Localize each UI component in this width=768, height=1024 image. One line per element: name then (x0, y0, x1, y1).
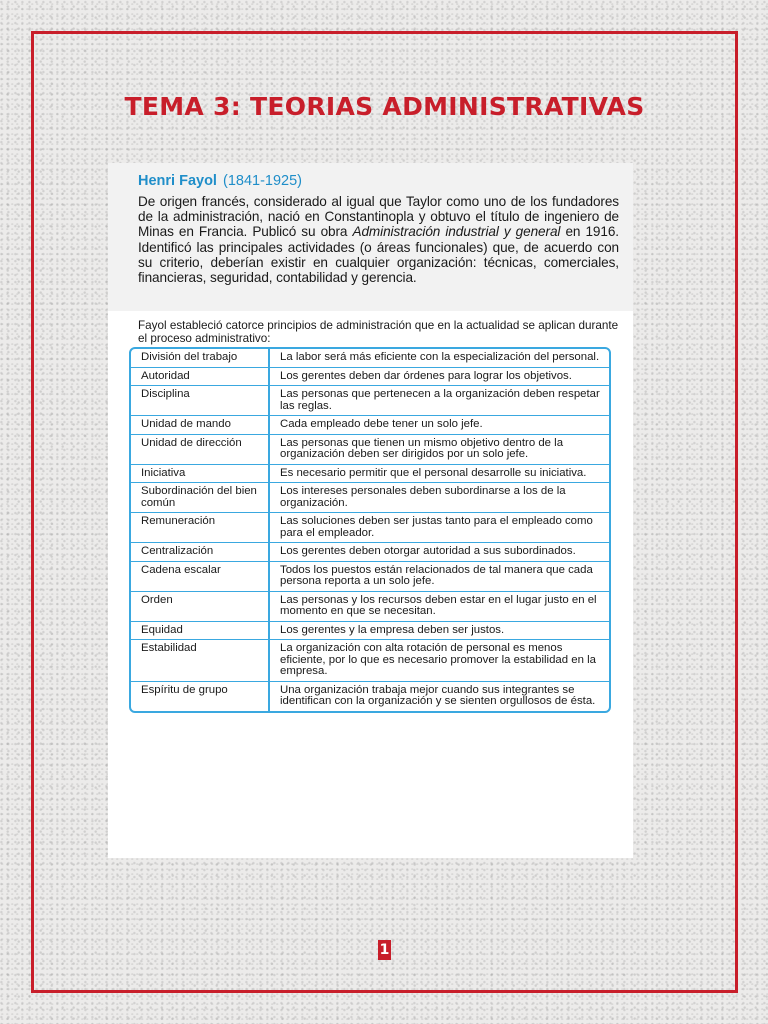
principle-description: Las personas que pertenecen a la organización deben respetar las reglas. (269, 386, 609, 416)
principle-term: Cadena escalar (131, 561, 269, 591)
principle-term: Unidad de dirección (131, 434, 269, 464)
table-row (131, 464, 609, 483)
principle-term: Espíritu de grupo (131, 681, 269, 711)
principles-table (131, 349, 609, 711)
principle-term: Unidad de mando (131, 416, 269, 435)
table-row (131, 543, 609, 562)
page-number: 1 (379, 942, 390, 958)
principles-intro: Fayol estableció catorce principios de administración que en la actualidad se aplican durante el proceso administrativo: (138, 319, 619, 345)
principle-term: Disciplina (131, 386, 269, 416)
table-row (131, 591, 609, 621)
principle-description: Las personas y los recursos deben estar en el lugar justo en el momento en que se necesitan. (269, 591, 609, 621)
principle-term: División del trabajo (131, 349, 269, 367)
table-row (131, 483, 609, 513)
principle-term: Equidad (131, 621, 269, 640)
table-row (131, 561, 609, 591)
table-row (131, 349, 609, 367)
principle-term: Orden (131, 591, 269, 621)
principle-term: Estabilidad (131, 640, 269, 682)
principle-description: Los gerentes deben otorgar autoridad a sus subordinados. (269, 543, 609, 562)
bio-text-before: De origen francés, considerado al igual que Taylor como uno de los fundadores de la administración, nació en Constantinopla y obtuvo el título de ingeniero de Minas en Francia. Publicó su obra (138, 194, 619, 240)
bio-book-title: Administración industrial y general (352, 224, 561, 240)
principle-term: Iniciativa (131, 464, 269, 483)
table-row (131, 681, 609, 711)
principles-table-body (131, 349, 609, 711)
principle-term: Centralización (131, 543, 269, 562)
table-row (131, 386, 609, 416)
bio-text-after: en 1916. Identificó las principales actividades (o áreas funcionales) que, de acuerdo con su criterio, deberían existir en cualquier organización: técnicas, comerciales, financieras, seguridad, contabilidad y gerencia. (138, 224, 619, 286)
bio-heading (138, 172, 619, 191)
table-row (131, 416, 609, 435)
principle-description: Cada empleado debe tener un solo jefe. (269, 416, 609, 435)
table-row (131, 434, 609, 464)
principle-description: Las personas que tienen un mismo objetivo dentro de la organización deben ser dirigidos por un solo jefe. (269, 434, 609, 464)
table-row (131, 621, 609, 640)
table-row (131, 367, 609, 386)
table-row (131, 640, 609, 682)
bio-years: (1841-1925) (223, 173, 302, 189)
principles-table-frame (129, 347, 611, 713)
textbook-excerpt (108, 163, 633, 858)
bio-text (138, 194, 619, 285)
bio-box (108, 163, 633, 311)
principle-description: Una organización trabaja mejor cuando sus integrantes se identifican con la organización y se sienten orgullosos de ésta. (280, 683, 596, 707)
principle-description: Los gerentes deben dar órdenes para lograr los objetivos. (269, 367, 609, 386)
page-title: TEMA 3: TEORIAS ADMINISTRATIVAS (124, 92, 645, 121)
bio-name: Henri Fayol (138, 173, 217, 189)
principle-term: Autoridad (131, 367, 269, 386)
principle-description: Las soluciones deben ser justas tanto para el empleado como para el empleador. (269, 513, 609, 543)
principle-description: La organización con alta rotación de personal es menos eficiente, por lo que es necesario promover la estabilidad en la empresa. (269, 640, 609, 682)
principle-description: La labor será más eficiente con la especialización del personal. (269, 349, 609, 367)
principle-term: Subordinación del bien común (131, 483, 269, 513)
principle-term: Remuneración (131, 513, 269, 543)
principle-description: Es necesario permitir que el personal desarrolle su iniciativa. (269, 464, 609, 483)
table-row (131, 513, 609, 543)
principle-description: Los intereses personales deben subordinarse a los de la organización. (269, 483, 609, 513)
principle-description: Los gerentes y la empresa deben ser justos. (269, 621, 609, 640)
principle-description: Todos los puestos están relacionados de tal manera que cada persona reporta a un solo jefe. (269, 561, 609, 591)
